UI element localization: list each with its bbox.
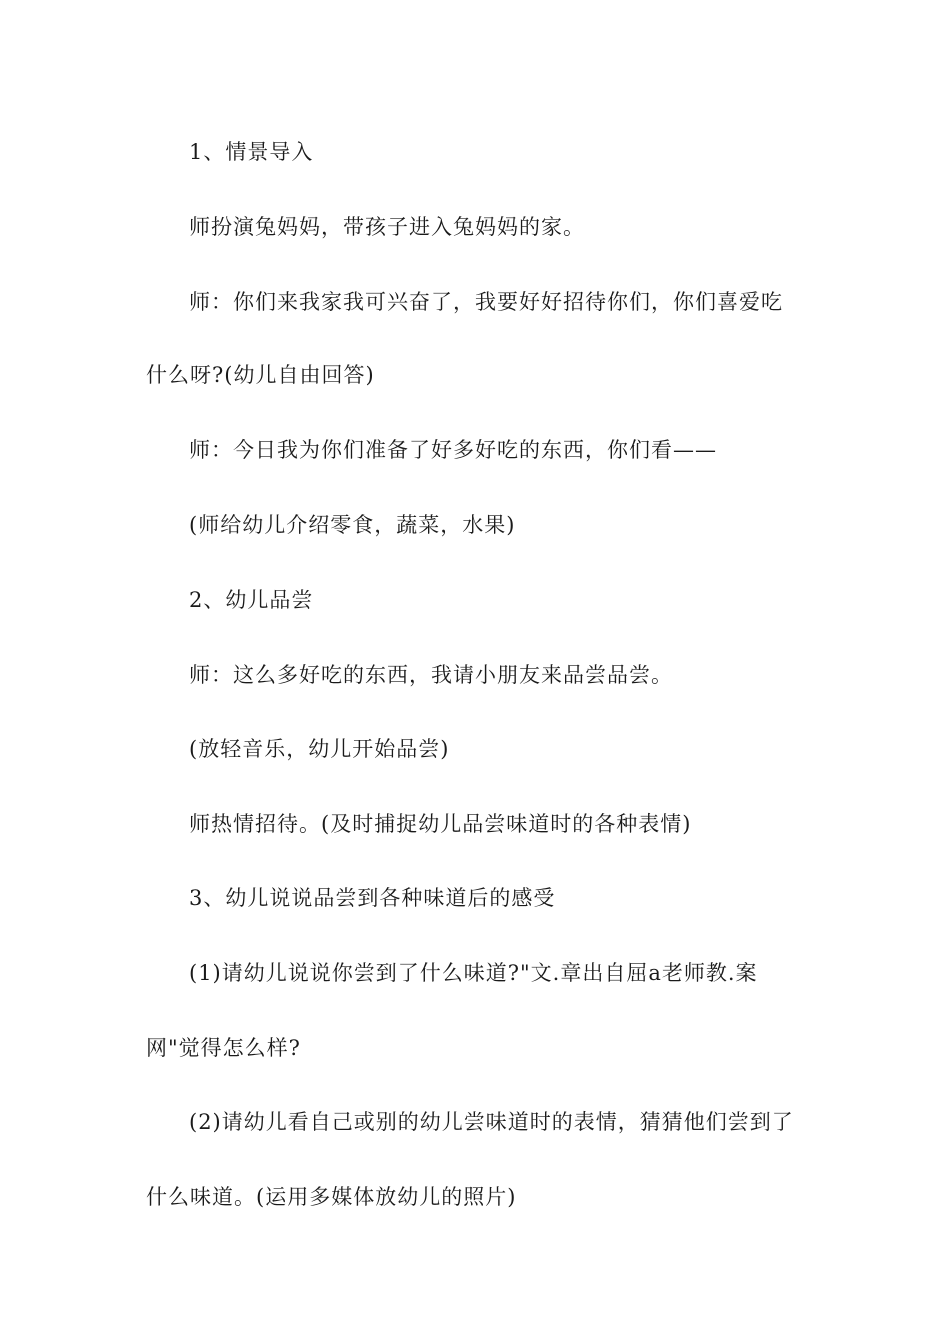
paragraph-line-continuation: 网"觉得怎么样? (146, 1036, 301, 1060)
paragraph-line: (放轻音乐，幼儿开始品尝) (189, 737, 450, 761)
paragraph-line: 师：这么多好吃的东西，我请小朋友来品尝品尝。 (189, 663, 673, 687)
paragraph-line-continuation: 什么呀?(幼儿自由回答) (146, 363, 375, 387)
paragraph-line-continuation: 什么味道。(运用多媒体放幼儿的照片) (146, 1185, 517, 1209)
section-heading-1: 1、情景导入 (189, 140, 314, 164)
section-heading-3: 3、幼儿说说品尝到各种味道后的感受 (189, 886, 556, 910)
section-heading-2: 2、幼儿品尝 (189, 588, 314, 612)
paragraph-line: 师：你们来我家我可兴奋了，我要好好招待你们，你们喜爱吃 (189, 290, 783, 314)
paragraph-line: 师扮演兔妈妈，带孩子进入兔妈妈的家。 (189, 215, 585, 239)
paragraph-line: 师：今日我为你们准备了好多好吃的东西，你们看—— (189, 438, 717, 462)
paragraph-line: (2)请幼儿看自己或别的幼儿尝味道时的表情，猜猜他们尝到了 (189, 1110, 794, 1134)
paragraph-line: (1)请幼儿说说你尝到了什么味道?"文.章出自屈a老师教.案 (189, 961, 758, 985)
paragraph-line: (师给幼儿介绍零食，蔬菜，水果) (189, 513, 516, 537)
paragraph-line: 师热情招待。(及时捕捉幼儿品尝味道时的各种表情) (189, 812, 692, 836)
